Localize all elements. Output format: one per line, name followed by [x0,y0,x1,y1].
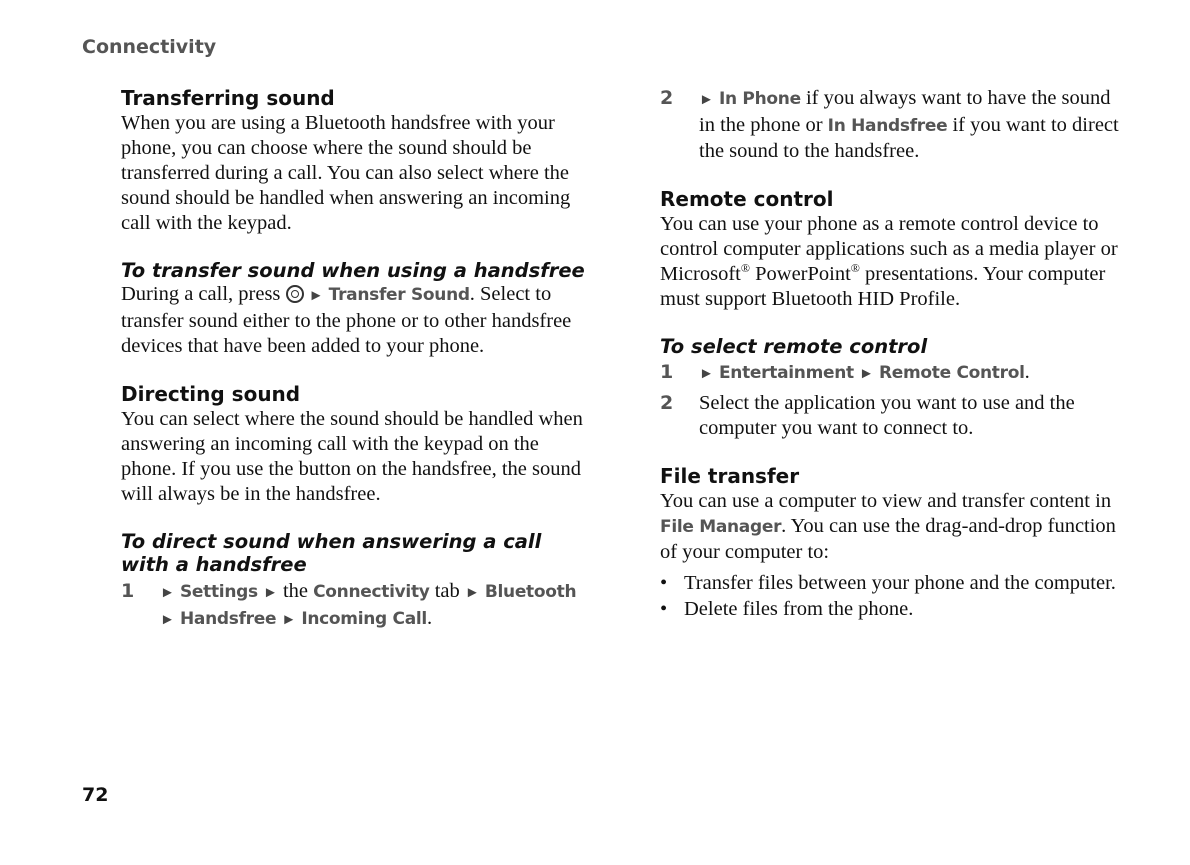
bullet-list [660,571,1130,622]
transfer-sound-instructions [121,282,591,359]
menu-item-bluetooth: Bluetooth [484,582,577,602]
menu-item-entertainment: Entertainment [718,363,854,383]
body-text: PowerPoint [755,263,851,285]
step-text: the [282,580,308,602]
section-heading-file-transfer: File transfer [660,464,800,488]
bullet-icon: • [660,572,668,594]
bullet-icon: • [660,598,668,620]
task-heading-direct-sound: To direct sound when answering a call with a handsfree [121,530,542,576]
section-heading-remote-control: Remote control [660,187,834,211]
page-header: Connectivity [82,36,217,58]
step-number: 1 [660,361,674,383]
step-number: 1 [121,580,135,602]
arrow-icon: ► [464,585,480,601]
arrow-icon: ► [262,585,278,601]
instruction-text: . Select to transfer sound either to the phone or to other handsfree devices that have been added to your phone. [121,283,572,357]
step-2 [660,86,1130,164]
transferring-sound-body: When you are using a Bluetooth handsfree with your phone, you can choose where the sound should be transferred during a call. You can also select where the sound should be handled when answering an incoming call with the keypad. [121,112,571,234]
task-heading-transfer-sound: To transfer sound when using a handsfree [121,259,585,282]
body-text: presentations. Your computer must support Bluetooth HID Profile. [660,263,1106,310]
list-item [660,597,1130,622]
step-text: tab [434,580,460,602]
registered-mark: ® [740,261,750,276]
menu-item-file-manager: File Manager [660,517,782,537]
menu-item-incoming-call: Incoming Call [301,609,427,629]
section-heading-directing-sound: Directing sound [121,382,301,406]
page-number: 72 [82,784,109,806]
arrow-icon: ► [699,366,714,382]
select-key-icon [286,285,304,303]
step-1 [121,579,591,633]
step-text: if you always want to have the sound in the phone or [699,87,1111,136]
menu-item-settings: Settings [179,582,258,602]
menu-item-in-phone: In Phone [718,89,801,109]
step-text: if you want to direct the sound to the handsfree. [699,114,1119,162]
step-text: . [1024,361,1030,383]
step-number: 2 [660,87,674,109]
directing-sound-body: You can select where the sound should be handled when answering an incoming call with the keypad on the phone. If you use the button on the handsfree, the sound will always be in the handsfree. [121,408,583,505]
registered-mark: ® [850,261,860,276]
menu-item-in-handsfree: In Handsfree [827,116,948,136]
menu-item-connectivity: Connectivity [313,582,430,602]
menu-item-handsfree: Handsfree [179,609,277,629]
step-1 [660,360,1130,387]
body-text: You can use your phone as a remote control device to control computer applications such as a media player or Microsoft [660,213,1118,285]
arrow-icon: ► [699,92,714,108]
menu-item-remote-control: Remote Control [878,363,1025,383]
arrow-icon: ► [308,288,324,304]
arrow-icon: ► [281,612,297,628]
task-heading-select-remote-control: To select remote control [660,335,928,358]
step-text: Select the application you want to use and the computer you want to connect to. [699,392,1075,439]
menu-item-transfer-sound: Transfer Sound [328,285,470,305]
step-number: 2 [660,392,674,414]
left-column [121,86,591,633]
step-2 [660,391,1130,441]
instruction-text: During a call, press [121,283,281,305]
arrow-icon: ► [858,366,874,382]
arrow-icon: ► [160,612,175,628]
list-item [660,571,1130,596]
right-column [660,86,1130,622]
body-text: You can use a computer to view and transfer content in [660,490,1112,512]
step-text: . [426,607,433,629]
arrow-icon: ► [160,585,175,601]
body-text: . You can use the drag-and-drop function of your computer to: [660,515,1116,563]
list-item-text: Transfer files between your phone and the computer. [684,572,1116,594]
remote-control-body [660,212,1130,312]
section-heading-transferring-sound: Transferring sound [121,86,335,110]
list-item-text: Delete files from the phone. [684,598,914,620]
file-transfer-body [660,489,1130,565]
